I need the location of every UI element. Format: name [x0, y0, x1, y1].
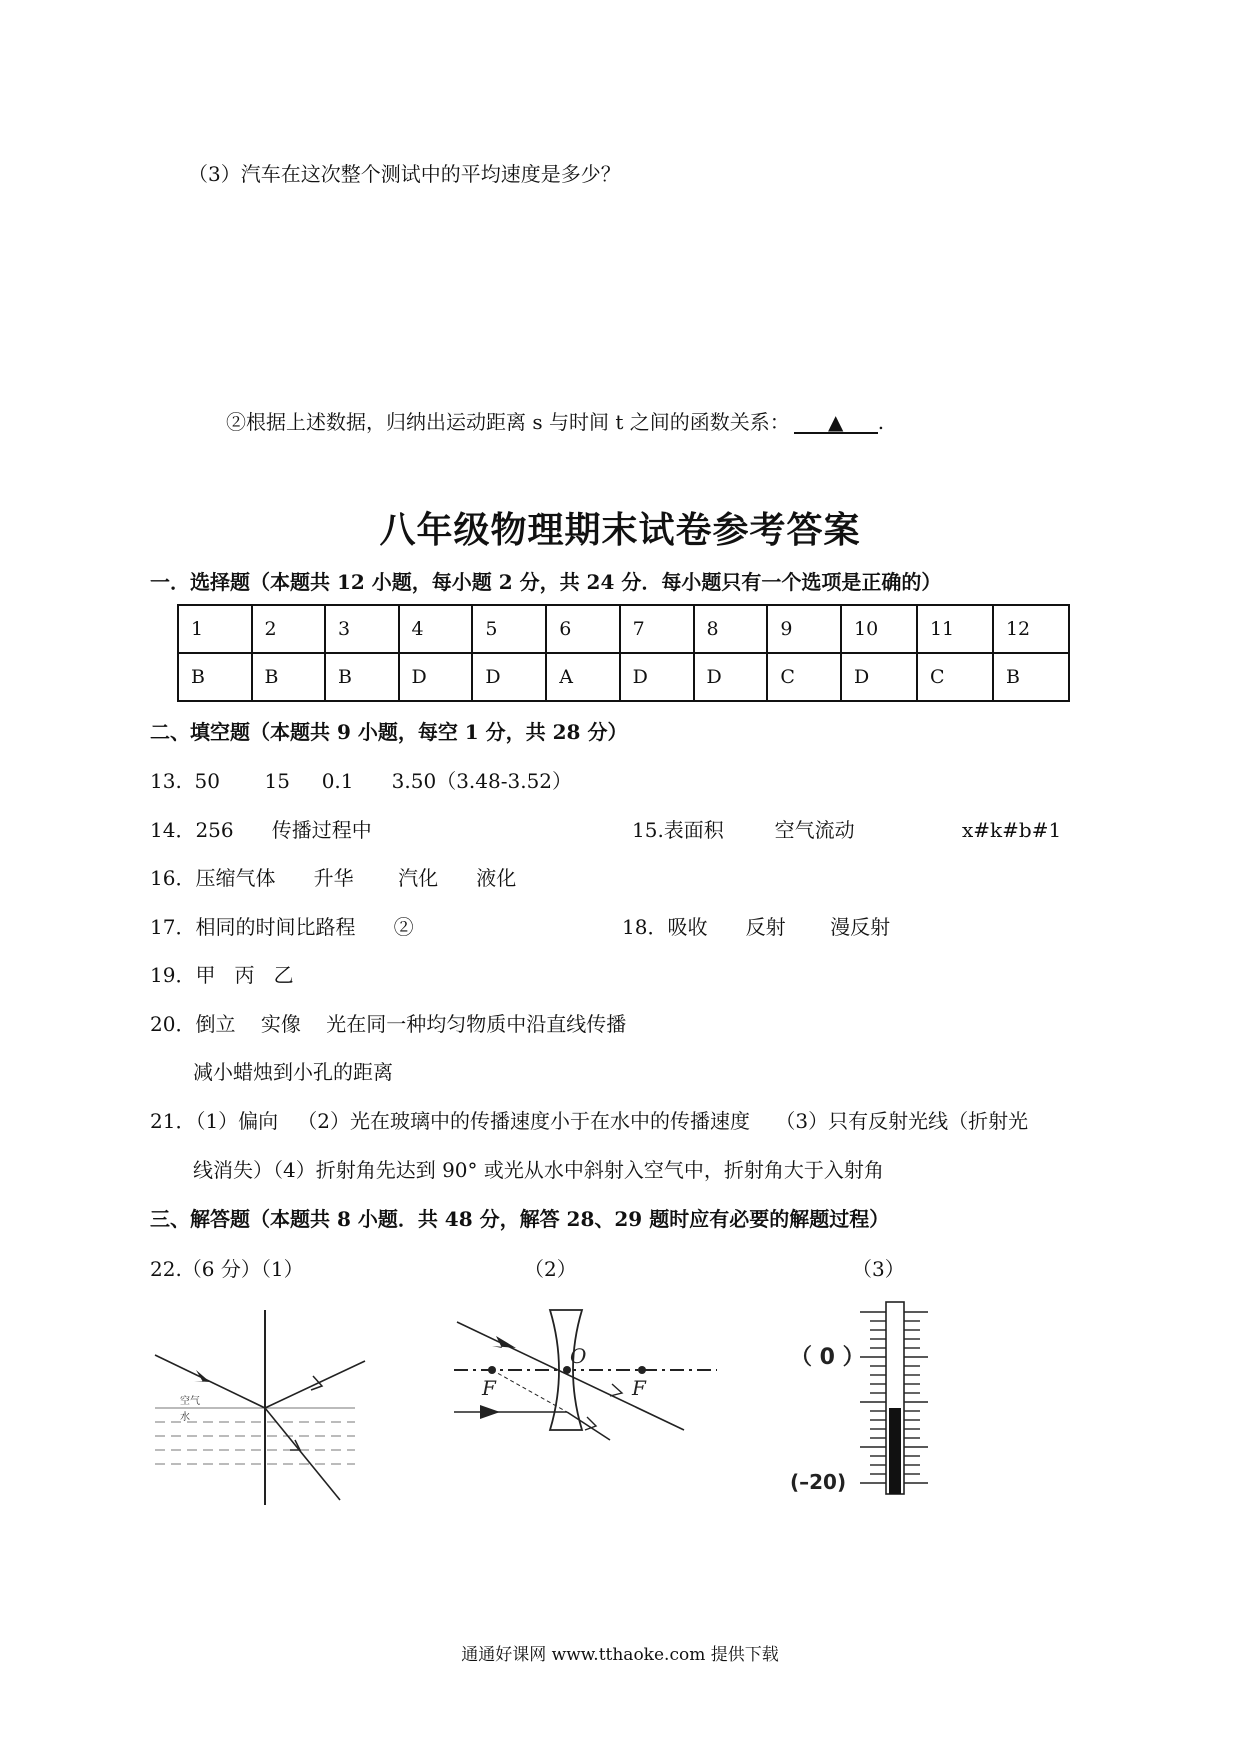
- section-3-heading: 三、解答题（本题共 8 小题．共 48 分，解答 28、29 题时应有必要的解题过程）: [150, 1207, 890, 1231]
- table-cell: D: [472, 653, 546, 701]
- table-cell: C: [917, 653, 993, 701]
- table-cell: D: [399, 653, 473, 701]
- page-footer: 通通好课网 www.tthaoke.com 提供下载: [461, 1645, 779, 1665]
- focal-point-right: [638, 1366, 646, 1374]
- answer-line-14: 14．256 传播过程中: [150, 818, 372, 842]
- table-cell: 12: [993, 605, 1069, 653]
- label-f-left: F: [482, 1376, 496, 1400]
- question-22-part2-label: （2）: [524, 1257, 577, 1281]
- incident-arrow: [194, 1370, 210, 1382]
- section-1-heading: 一．选择题（本题共 12 小题，每小题 2 分，共 24 分．每小题只有一个选项是正确的）: [150, 570, 942, 594]
- section-2-heading: 二、填空题（本题共 9 小题，每空 1 分，共 28 分）: [150, 720, 628, 744]
- table-cell: B: [325, 653, 399, 701]
- answer-blank: ▲: [794, 412, 878, 434]
- answer-line-21: 21．（1）偏向 （2）光在玻璃中的传播速度小于在水中的传播速度 （3）只有反射光线（折射光: [150, 1109, 1029, 1133]
- table-cell: B: [252, 653, 326, 701]
- answer-line-20-cont: 减小蜡烛到小孔的距离: [193, 1060, 393, 1084]
- answer-table: [177, 604, 1070, 702]
- reflected-ray: [265, 1361, 365, 1408]
- table-cell: 2: [252, 605, 326, 653]
- table-cell: 9: [767, 605, 841, 653]
- table-cell: D: [841, 653, 917, 701]
- question-3-text: （3）汽车在这次整个测试中的平均速度是多少？: [188, 162, 621, 186]
- table-cell: B: [178, 653, 252, 701]
- scale-label-minus20: (–20): [790, 1470, 847, 1494]
- ray-arrow-4: [610, 1384, 622, 1396]
- answer-line-17: 17．相同的时间比路程 ②: [150, 915, 414, 939]
- answer-line-18: 18．吸收 反射 漫反射: [622, 915, 891, 939]
- answer-line-21-cont: 线消失）（4）折射角先达到 90° 或光从水中斜射入空气中，折射角大于入射角: [193, 1158, 884, 1182]
- question-2-end: .: [877, 410, 885, 434]
- table-cell: 3: [325, 605, 399, 653]
- answer-line-20: 20．倒立 实像 光在同一种均匀物质中沿直线传播: [150, 1012, 627, 1036]
- question-2-prompt: ②根据上述数据，归纳出运动距离 s 与时间 t 之间的函数关系：: [226, 410, 790, 434]
- answer-line-13: 13. 50 15 0.1 3.50（3.48-3.52）: [150, 769, 573, 793]
- thermometer-diagram: [790, 1300, 950, 1500]
- question-22-label: 22.（6 分）（1）: [150, 1257, 304, 1281]
- scale-label-zero: （ 0 ）: [790, 1345, 865, 1370]
- table-cell: 11: [917, 605, 993, 653]
- table-cell: B: [993, 653, 1069, 701]
- table-row-answers: [178, 653, 1069, 701]
- answer-line-19: 19．甲 丙 乙: [150, 963, 294, 987]
- concave-lens-diagram: [452, 1300, 722, 1450]
- answer-line-16: 16．压缩气体 升华 汽化 液化: [150, 866, 517, 890]
- page-title: 八年级物理期末试卷参考答案: [379, 510, 861, 551]
- table-cell: 10: [841, 605, 917, 653]
- label-o: O: [570, 1344, 587, 1368]
- table-cell: 5: [472, 605, 546, 653]
- ray-arrow-1: [492, 1336, 516, 1348]
- thermometer-liquid: [889, 1408, 901, 1494]
- table-cell: 8: [694, 605, 768, 653]
- table-cell: D: [694, 653, 768, 701]
- table-cell: 4: [399, 605, 473, 653]
- question-2-text: [226, 410, 884, 434]
- water-lines: [155, 1422, 355, 1464]
- answer-line-15: 15.表面积 空气流动: [632, 818, 855, 842]
- ray-arrow-3: [585, 1417, 596, 1430]
- table-cell: 7: [620, 605, 694, 653]
- question-22-part3-label: （3）: [852, 1257, 905, 1281]
- label-f-right: F: [632, 1376, 646, 1400]
- answer-line-15-mark: x#k#b#1: [962, 818, 1062, 842]
- virtual-extension: [492, 1370, 567, 1412]
- air-label: 空气: [180, 1396, 200, 1407]
- table-cell: D: [620, 653, 694, 701]
- table-cell: C: [767, 653, 841, 701]
- ray-arrow-2: [480, 1405, 500, 1419]
- table-row-numbers: [178, 605, 1069, 653]
- table-cell: 6: [546, 605, 619, 653]
- table-cell: A: [546, 653, 619, 701]
- incident-ray: [155, 1355, 265, 1408]
- refraction-diagram: [150, 1310, 370, 1510]
- table-cell: 1: [178, 605, 252, 653]
- water-label: 水: [180, 1412, 190, 1423]
